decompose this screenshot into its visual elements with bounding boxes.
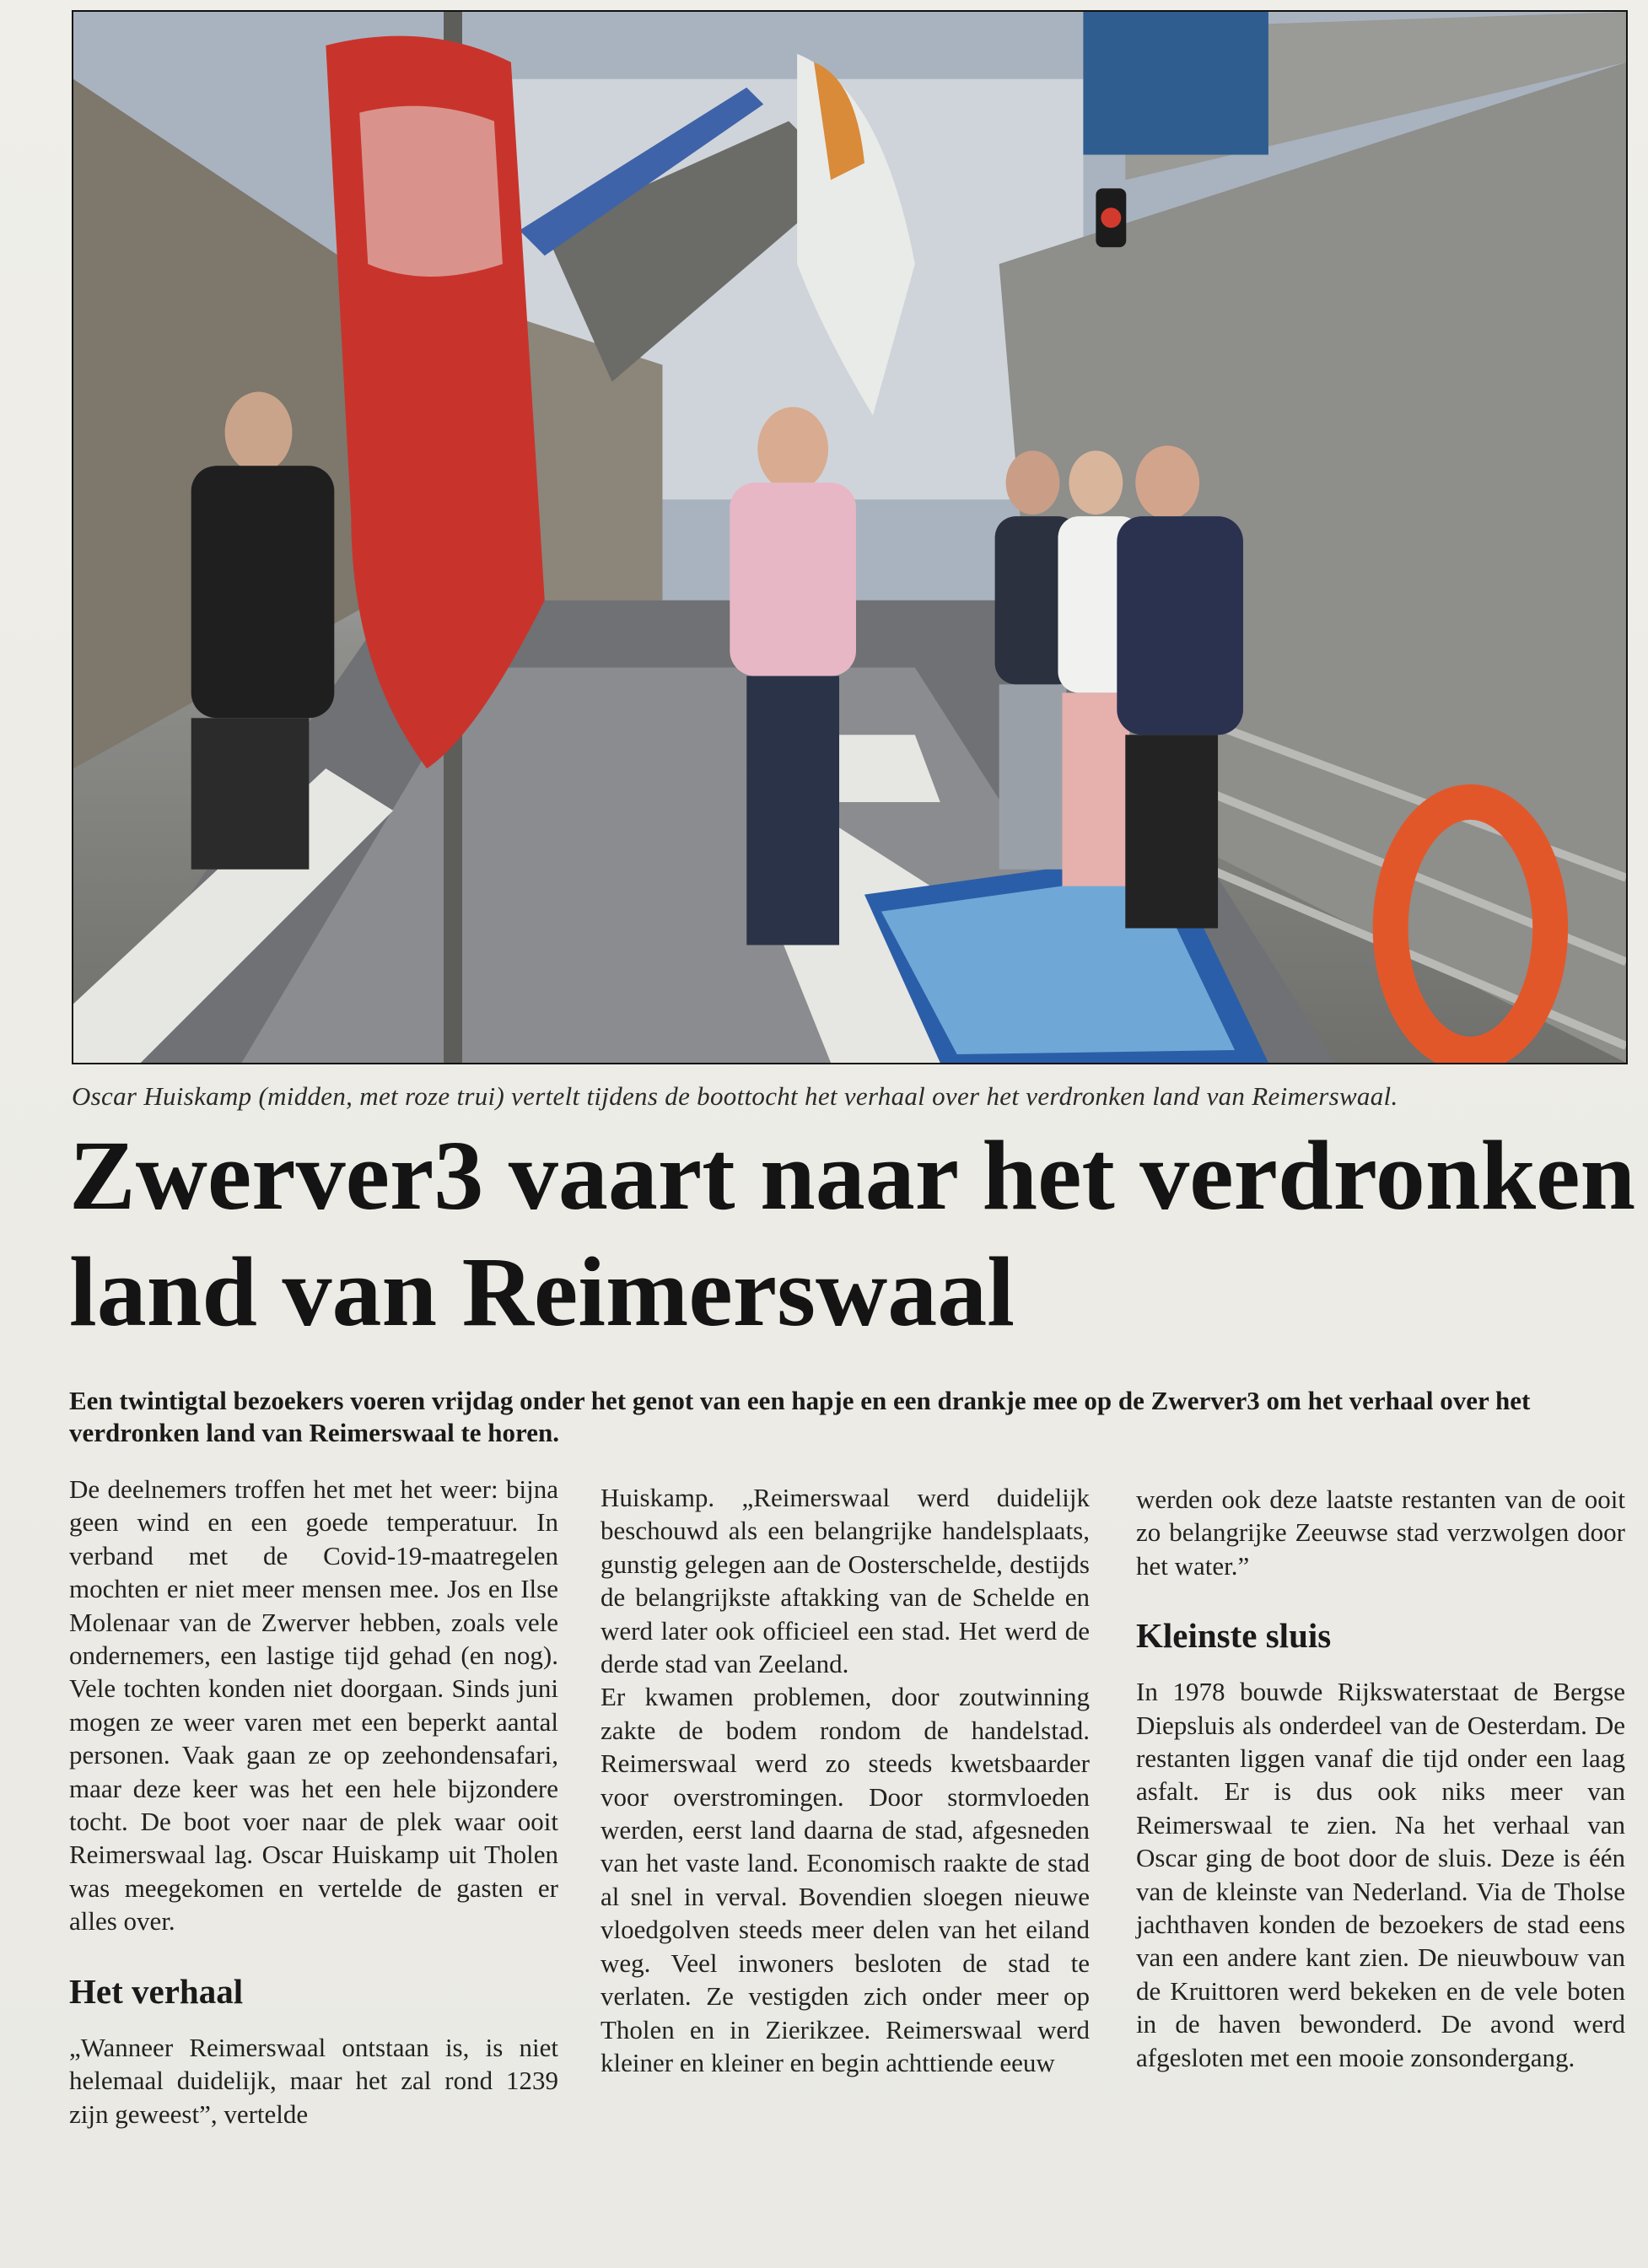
column-2-paragraph-2: Er kwamen problemen, door zoutwinning zakte de bodem rondom de handelstad. Reimerswaal werd zo steeds kwetsbaarder voor overstromingen. Door stormvloeden werden, eerst land daarna de stad, afgesneden van het vaste land. Economisch raakte de stad al snel in verval. Bovendien sloegen nieuwe vloedgolven steeds meer delen van het eiland weg. Veel inwoners besloten de stad te verlaten. Ze vestigden zich onder meer op Tholen en in Zierikzee. Reimerswaal werd kleiner en kleiner en begin achttiende eeuw	[600, 1682, 1090, 2077]
article-headline: Zwerver3 vaart naar het verdronken land van Reimerswaal	[69, 1120, 1636, 1347]
subhead-het-verhaal: Het verhaal	[69, 1971, 244, 2011]
article-column-2	[600, 1481, 1090, 2079]
article-intro: Een twintigtal bezoekers voeren vrijdag onder het genot van een hapje en een drankje mee op de Zwerver3 om het verhaal over het verdronken land van Reimerswaal te horen.	[69, 1386, 1531, 1447]
photo-caption: Oscar Huiskamp (midden, met roze trui) vertelt tijdens de boottocht het verhaal over het verdronken land van Reimerswaal.	[72, 1081, 1398, 1111]
subhead-kleinste-sluis: Kleinste sluis	[1136, 1616, 1332, 1656]
column-3-paragraph-1: werden ook deze laatste restanten van de ooit zo belangrijke Zeeuwse stad verzwolgen door het water.”	[1136, 1484, 1625, 1581]
article-column-1	[69, 1473, 558, 2131]
column-1-paragraph-2: „Wanneer Reimerswaal ontstaan is, is niet helemaal duidelijk, maar het zal rond 1239 zijn geweest”, vertelde	[69, 2032, 558, 2129]
column-3-paragraph-2: In 1978 bouwde Rijkswaterstaat de Bergse Diepsluis als onderdeel van de Oesterdam. De restanten liggen vanaf die tijd onder een laag asfalt. Er is dus ook niks meer van Reimerswaal te zien. Na het verhaal van Oscar ging de boot door de sluis. Deze is één van de kleinste van Nederland. Via de Tholse jachthaven konden de bezoekers de stad eens van een andere kant zien. De nieuwbouw van de Kruittoren werd bekeken en de vele boten in de haven bewonderd. De avond werd afgesloten met een mooie zonsondergang.	[1136, 1677, 1625, 2072]
boat-lock-scene	[73, 12, 1626, 1063]
column-2-paragraph-1: Huiskamp. „Reimerswaal werd duidelijk beschouwd als een belangrijke handelsplaats, gunstig gelegen aan de Oosterschelde, destijds de belangrijkste aftakking van de Schelde en werd later ook officieel een stad. Het werd de derde stad van Zeeland.	[600, 1483, 1090, 1679]
column-1-paragraph-1: De deelnemers troffen het met het weer: bijna geen wind en een goede temperatuur. In verband met de Covid-19-maatregelen mochten er niet meer mensen mee. Jos en Ilse Molenaar van de Zwerver hebben, zoals vele ondernemers, een lastige tijd gehad (en nog). Vele tochten konden niet doorgaan. Sinds juni mogen ze weer varen met een beperkt aantal personen. Vaak gaan ze op zeehondensafari, maar deze keer was het een hele bijzondere tocht. De boot voer naar de plek waar ooit Reimerswaal lag. Oscar Huiskamp uit Tholen was meegekomen en vertelde de gasten er alles over.	[69, 1474, 558, 1937]
article-column-3	[1136, 1483, 1625, 2074]
article-photo	[72, 10, 1628, 1064]
